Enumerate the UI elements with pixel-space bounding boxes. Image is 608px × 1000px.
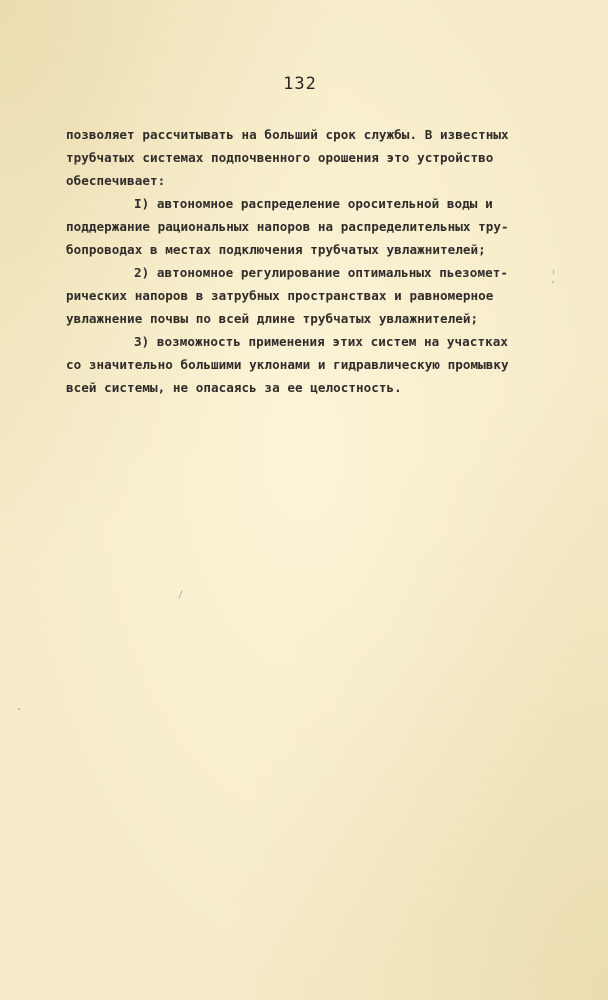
text-line: поддержание рациональных напоров на распределительных тру- bbox=[66, 219, 509, 234]
text-line-list-item: 3) возможность применения этих систем на участках bbox=[134, 334, 508, 349]
text-line: всей системы, не опасаясь за ее целостность. bbox=[66, 380, 402, 395]
paper-speck bbox=[552, 281, 554, 283]
text-line-list-item: 2) автономное регулирование оптимальных пьезомет- bbox=[134, 265, 508, 280]
paper-speck bbox=[553, 270, 554, 274]
paper-speck bbox=[18, 708, 20, 710]
body-text bbox=[66, 123, 586, 399]
text-line-list-item: I) автономное распределение оросительной воды и bbox=[134, 196, 493, 211]
text-line: бопроводах в местах подключения трубчатых увлажнителей; bbox=[66, 242, 486, 257]
text-line: увлажнение почвы по всей длине трубчатых увлажнителей; bbox=[66, 311, 479, 326]
text-line: рических напоров в затрубных пространствах и равномерное bbox=[66, 288, 494, 303]
text-line: обеспечивает: bbox=[66, 173, 166, 188]
text-line: со значительно большими уклонами и гидравлическую промывку bbox=[66, 357, 509, 372]
text-line: позволяет рассчитывать на больший срок службы. В известных bbox=[66, 127, 509, 142]
text-line: трубчатых системах подпочвенного орошения это устройство bbox=[66, 150, 494, 165]
paper-speck bbox=[178, 590, 182, 599]
page-number: 132 bbox=[283, 74, 317, 94]
